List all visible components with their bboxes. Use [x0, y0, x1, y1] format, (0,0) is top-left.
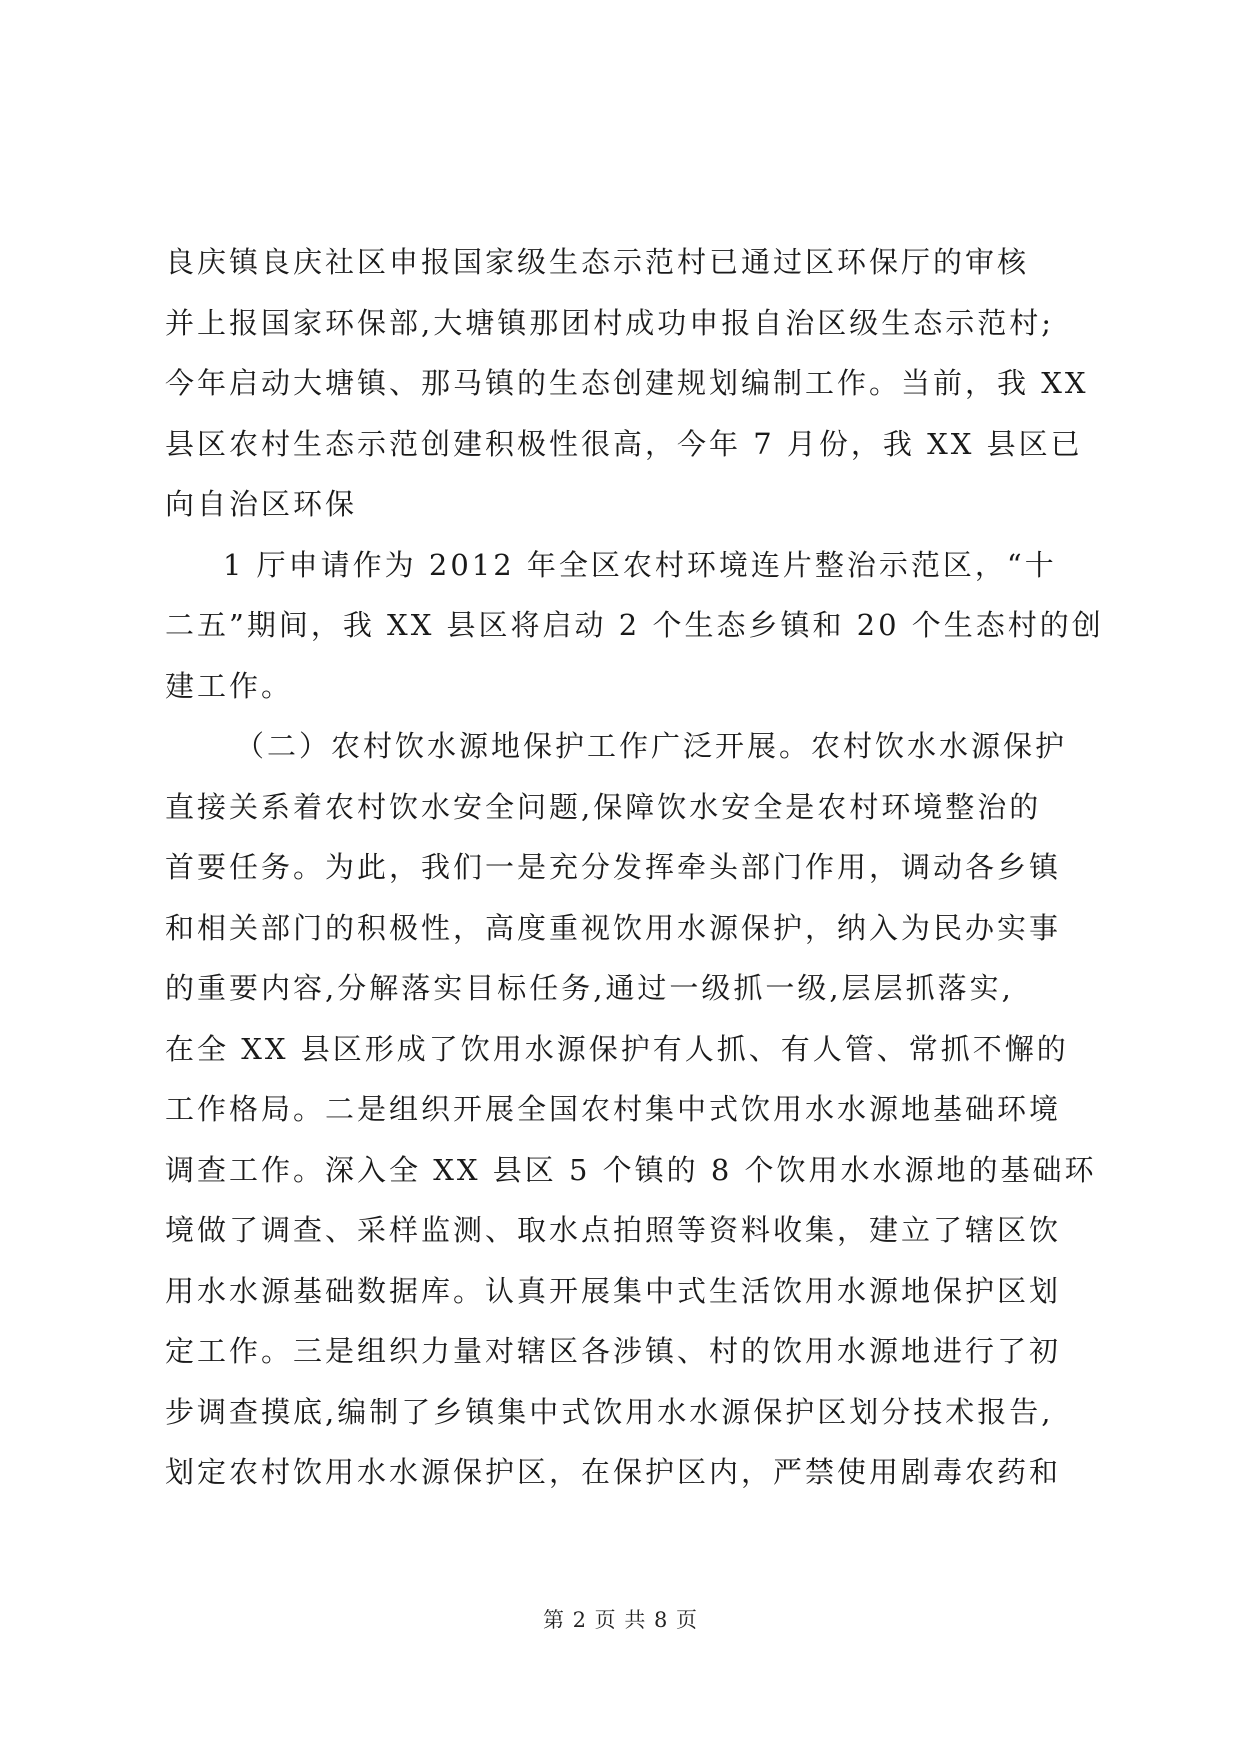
text-line: 在全 XX 县区形成了饮用水源保护有人抓、有人管、常抓不懈的 [165, 1031, 1069, 1066]
text-line: 良庆镇良庆社区申报国家级生态示范村已通过区环保厅的审核 [165, 245, 1030, 279]
page-number-footer: 第 2 页 共 8 页 [542, 1608, 699, 1632]
paragraph-3 [165, 716, 1097, 1503]
text-line: 首要任务。为此，我们一是充分发挥牵头部门作用，调动各乡镇 [165, 850, 1062, 884]
text-line: 的重要内容,分解落实目标任务,通过一级抓一级,层层抓落实, [165, 971, 1014, 1005]
text-line: 建工作。 [165, 668, 294, 703]
text-line: 1 厅申请作为 2012 年全区农村环境连片整治示范区，“十 [223, 547, 1057, 582]
text-line: 二五”期间，我 XX 县区将启动 2 个生态乡镇和 20 个生态村的创 [165, 608, 1104, 642]
text-line: 和相关部门的积极性，高度重视饮用水源保护，纳入为民办实事 [165, 910, 1062, 945]
text-line: 今年启动大塘镇、那马镇的生态创建规划编制工作。当前，我 XX [165, 366, 1089, 400]
paragraph-1 [165, 232, 1089, 535]
text-line: 县区农村生态示范创建积极性很高，今年 7 月份，我 XX 县区已 [165, 426, 1083, 461]
text-line: 直接关系着农村饮水安全问题,保障饮水安全是农村环境整治的 [165, 789, 1042, 824]
text-line: 调查工作。深入全 XX 县区 5 个镇的 8 个饮用水水源地的基础环 [165, 1152, 1097, 1187]
text-line: 并上报国家环保部,大塘镇那团村成功申报自治区级生态示范村; [165, 305, 1054, 340]
body-text [165, 232, 1104, 1503]
text-line: 划定农村饮用水水源保护区，在保护区内，严禁使用剧毒农药和 [165, 1455, 1062, 1489]
text-line: 步调查摸底,编制了乡镇集中式饮用水水源保护区划分技术报告, [165, 1394, 1054, 1429]
text-line: 工作格局。二是组织开展全国农村集中式饮用水水源地基础环境 [165, 1092, 1062, 1126]
text-line: 向自治区环保 [165, 487, 358, 521]
text-line: 定工作。三是组织力量对辖区各涉镇、村的饮用水源地进行了初 [165, 1334, 1062, 1368]
text-line: （二）农村饮水源地保护工作广泛开展。农村饮水水源保护 [235, 729, 1068, 763]
text-line: 用水水源基础数据库。认真开展集中式生活饮用水源地保护区划 [165, 1273, 1062, 1308]
text-line: 境做了调查、采样监测、取水点拍照等资料收集，建立了辖区饮 [165, 1213, 1062, 1247]
paragraph-2 [165, 535, 1104, 717]
